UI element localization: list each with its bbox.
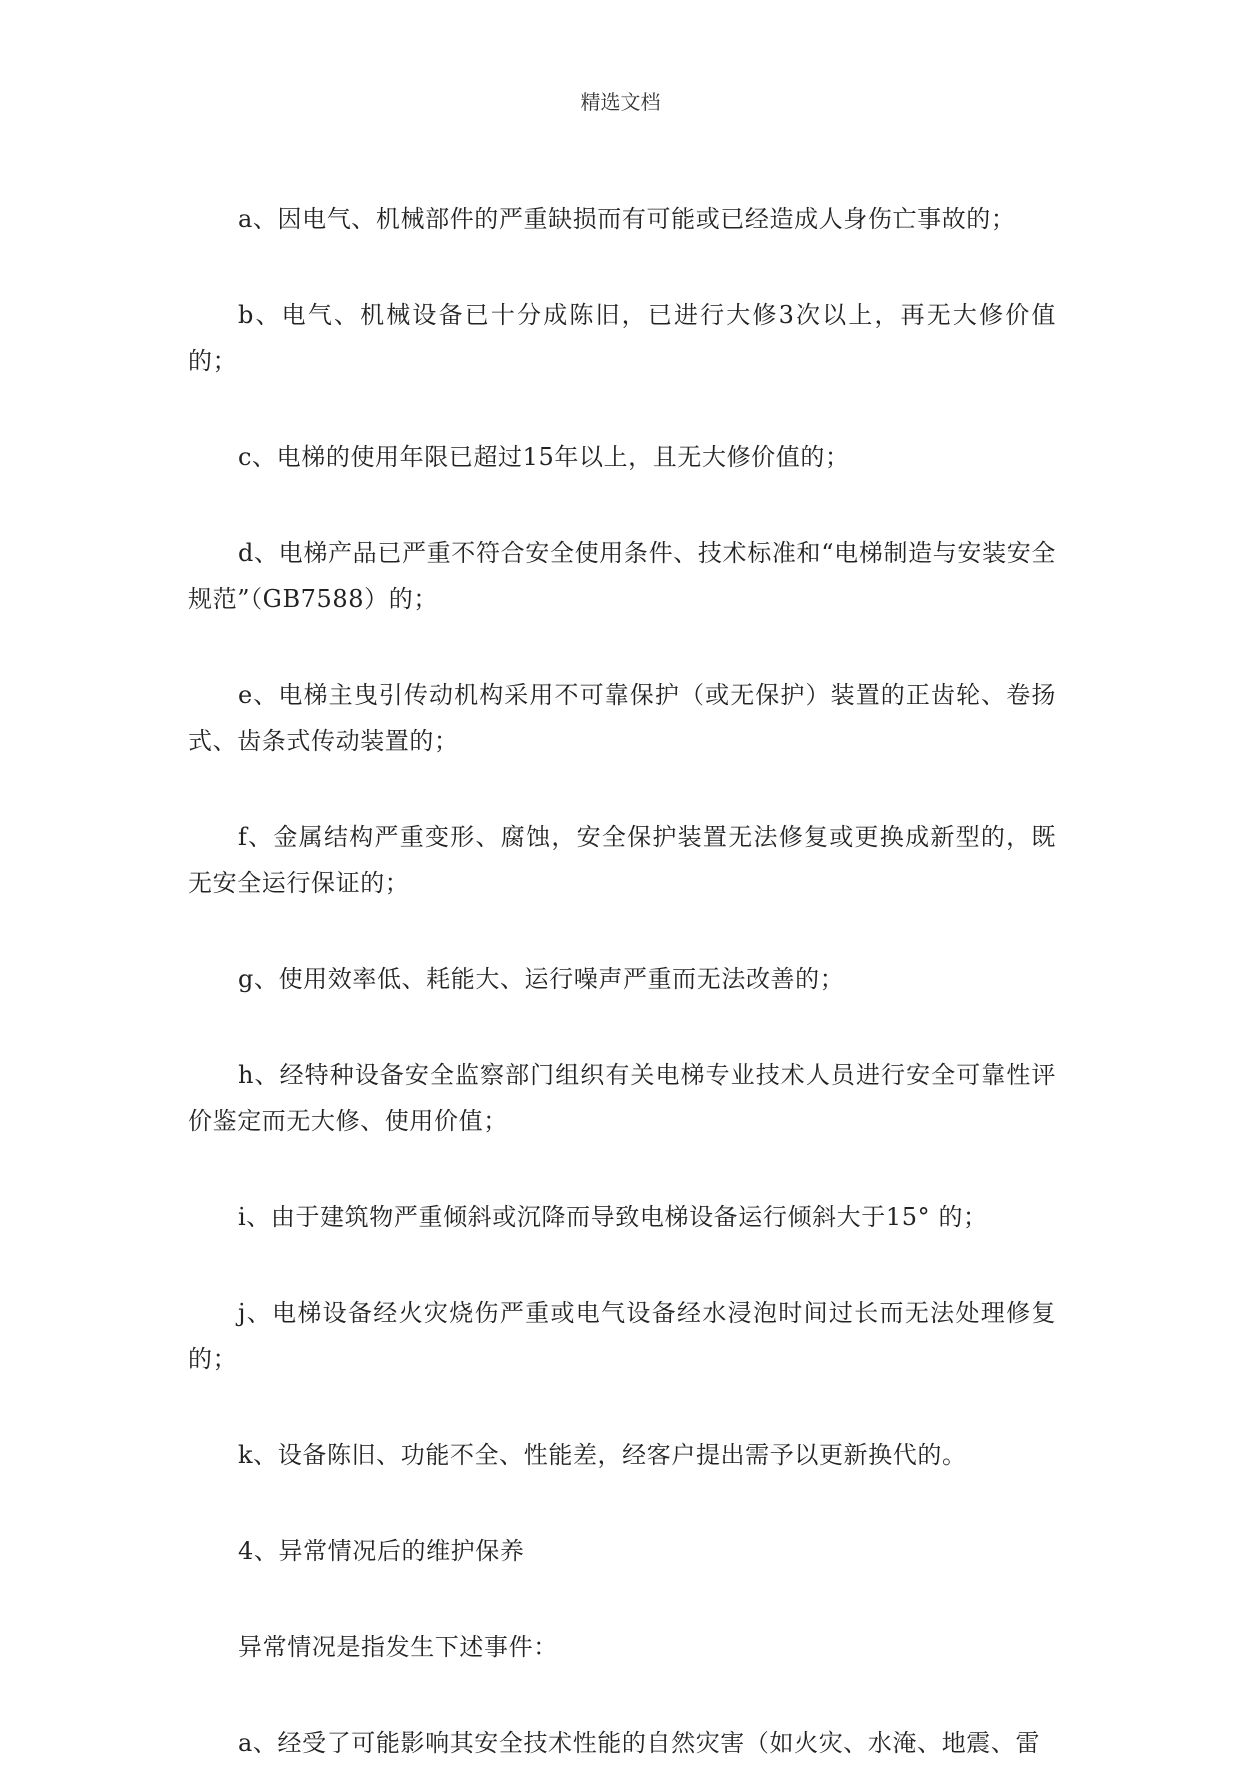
page-header: 精选文档 [580, 90, 661, 114]
paragraph-spacer [188, 1478, 1056, 1528]
paragraph-spacer [188, 622, 1056, 672]
paragraph-spacer [188, 480, 1056, 530]
paragraph-k: k、设备陈旧、功能不全、性能差，经客户提出需予以更新换代的。 [238, 1441, 967, 1469]
paragraph-spacer [188, 1670, 1056, 1720]
paragraph-b: b、电气、机械设备已十分成陈旧，已进行大修3次以上，再无大修价值的； [188, 301, 1056, 375]
paragraph-spacer [188, 384, 1056, 434]
paragraph-spacer [188, 764, 1056, 814]
paragraph-i: i、由于建筑物严重倾斜或沉降而导致电梯设备运行倾斜大于15° 的； [238, 1203, 988, 1231]
document-body [188, 196, 1056, 1766]
section-heading: 4、异常情况后的维护保养 [238, 1537, 525, 1565]
paragraph-e: e、电梯主曳引传动机构采用不可靠保护（或无保护）装置的正齿轮、卷扬式、齿条式传动装置的； [188, 681, 1056, 755]
paragraph-spacer [188, 1382, 1056, 1432]
paragraph-spacer [188, 906, 1056, 956]
paragraph-g: g、使用效率低、耗能大、运行噪声严重而无法改善的； [238, 965, 845, 993]
paragraph-spacer [188, 242, 1056, 292]
paragraph-j: j、电梯设备经火灾烧伤严重或电气设备经水浸泡时间过长而无法处理修复的； [188, 1299, 1056, 1373]
paragraph-c: c、电梯的使用年限已超过15年以上，且无大修价值的； [238, 443, 850, 471]
section-intro: 异常情况是指发生下述事件： [238, 1633, 558, 1661]
paragraph-spacer [188, 1240, 1056, 1290]
paragraph-f: f、金属结构严重变形、腐蚀，安全保护装置无法修复或更换成新型的，既无安全运行保证的； [188, 823, 1056, 897]
paragraph-a-abnormal: a、经受了可能影响其安全技术性能的自然灾害（如火灾、水淹、地震、雷 [238, 1729, 1041, 1757]
paragraph-d: d、电梯产品已严重不符合安全使用条件、技术标准和“电梯制造与安装安全规范”（GB7588）的； [188, 539, 1056, 613]
paragraph-spacer [188, 1002, 1056, 1052]
paragraph-h: h、经特种设备安全监察部门组织有关电梯专业技术人员进行安全可靠性评价鉴定而无大修、使用价值； [188, 1061, 1056, 1135]
paragraph-a: a、因电气、机械部件的严重缺损而有可能或已经造成人身伤亡事故的； [238, 205, 1016, 233]
paragraph-spacer [188, 1574, 1056, 1624]
paragraph-spacer [188, 1144, 1056, 1194]
